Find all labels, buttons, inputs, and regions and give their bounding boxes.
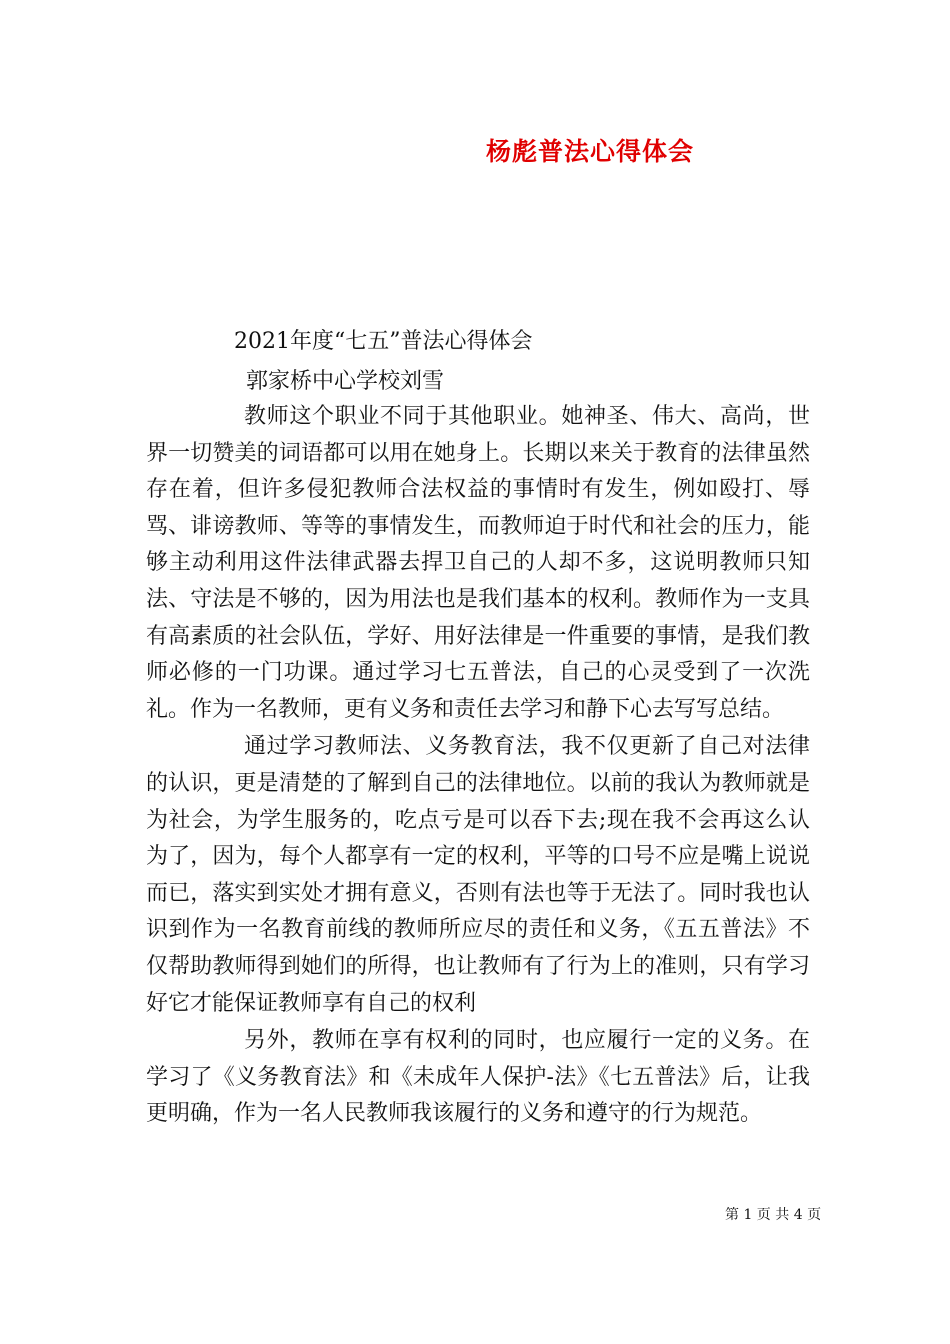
body-paragraph: 教师这个职业不同于其他职业。她神圣、伟大、高尚，世界一切赞美的词语都可以用在她身上。长期以来关于教育的法律虽然存在着，但许多侵犯教师合法权益的事情时有发生，例如殴打、辱骂、诽谤教师、等等的事情发生，而教师迫于时代和社会的压力，能够主动利用这件法律武器去捍卫自己的人却不多，这说明教师只知法、守法是不够的，因为用法也是我们基本的权利。教师作为一支具有高素质的社会队伍，学好、用好法律是一件重要的事情，是我们教师必修的一门功课。通过学习七五普法，自己的心灵受到了一次洗礼。作为一名教师，更有义务和责任去学习和静下心去写写总结。 xyxy=(146,404,810,722)
document-author: 郭家桥中心学校刘雪 xyxy=(246,369,445,394)
document-body xyxy=(146,399,810,1133)
body-paragraph: 通过学习教师法、义务教育法，我不仅更新了自己对法律的认识，更是清楚的了解到自己的法律地位。以前的我认为教师就是为社会，为学生服务的，吃点亏是可以吞下去;现在我不会再这么认为了，因为，每个人都享有一定的权利，平等的口号不应是嘴上说说而已，落实到实处才拥有意义，否则有法也等于无法了。同时我也认识到作为一名教育前线的教师所应尽的责任和义务，《五五普法》不仅帮助教师得到她们的所得，也让教师有了行为上的准则，只有学习好它才能保证教师享有自己的权利 xyxy=(146,734,810,1016)
page-number-footer: 第 1 页 共 4 页 xyxy=(725,1207,822,1223)
body-paragraph: 另外，教师在享有权利的同时，也应履行一定的义务。在学习了《义务教育法》和《未成年人保护-法》《七五普法》后，让我更明确，作为一名人民教师我该履行的义务和遵守的行为规范。 xyxy=(146,1028,810,1127)
document-subtitle: 2021年度“七五”普法心得体会 xyxy=(234,329,533,354)
document-title: 杨彪普法心得体会 xyxy=(485,137,694,166)
